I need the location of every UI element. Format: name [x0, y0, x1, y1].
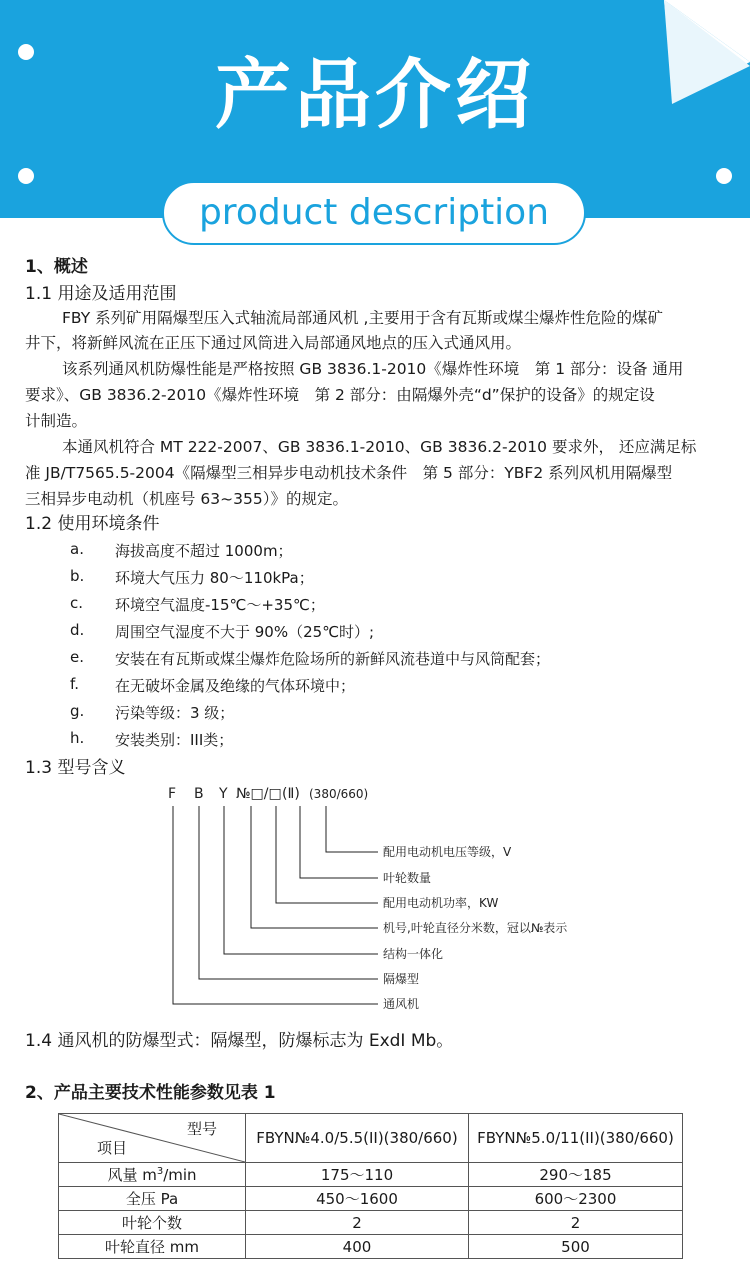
list-item: 海拔高度不超过 1000m； [115, 542, 293, 560]
section-heading: 2、产品主要技术性能参数见表 1 [25, 1083, 276, 1103]
table-cell: 600～2300 [469, 1187, 683, 1211]
decorative-dot [18, 168, 34, 184]
code-machine-number: №□/□ [236, 786, 282, 802]
subsection-heading: 1.2 使用环境条件 [25, 514, 160, 534]
code-label: 配用电动机功率，KW [383, 896, 499, 910]
table-row-label: 风量 $m^3/\min$ [59, 1163, 246, 1187]
table-column-header: FBYN№5.0/11(II)(380/660) [469, 1114, 683, 1163]
list-item-marker: d. [70, 621, 85, 639]
code-label: 配用电动机电压等级，V [383, 845, 512, 859]
list-item-marker: c. [70, 594, 84, 612]
paragraph-line: 本通风机符合 MT 222-2007、GB 3836.1-2010、GB 3836.2-2010 要求外， 还应满足标 [62, 438, 697, 456]
section-heading: 1、概述 [25, 257, 88, 277]
list-item-marker: f. [70, 675, 79, 693]
code-letter-y: Y [219, 786, 228, 802]
table-row [59, 1163, 683, 1187]
decorative-dot [716, 168, 732, 184]
code-label: 叶轮数量 [383, 871, 432, 885]
list-item-marker: g. [70, 702, 85, 720]
model-code-diagram [0, 780, 750, 1015]
diagonal-divider [59, 1114, 245, 1162]
subsection-heading: 1.1 用途及适用范围 [25, 284, 177, 304]
table-row-label: 叶轮个数 [59, 1211, 246, 1235]
paragraph-line: 井下，将新鲜风流在正压下通过风筒进入局部通风地点的压入式通风用。 [25, 334, 522, 352]
code-letter-b: B [194, 786, 204, 802]
table-row-label: 全压 Pa [59, 1187, 246, 1211]
list-item: 环境大气压力 80～110kPa； [115, 569, 314, 587]
paragraph-line: 该系列通风机防爆性能是严格按照 GB 3836.1-2010《爆炸性环境 第 1 部分：设备 通用 [62, 360, 684, 378]
paragraph-line: FBY 系列矿用隔爆型压入式轴流局部通风机 ,主要用于含有瓦斯或煤尘爆炸性危险的煤矿 [62, 309, 663, 327]
page-title: 产品介绍 [215, 50, 535, 139]
list-item: 环境空气温度-15℃～+35℃； [115, 596, 325, 614]
table-corner-cell [59, 1114, 246, 1163]
paragraph-line: 准 JB/T7565.5-2004《隔爆型三相异步电动机技术条件 第 5 部分：YBF2 系列风机用隔爆型 [25, 464, 673, 482]
list-item-marker: b. [70, 567, 85, 585]
table-cell: 290～185 [469, 1163, 683, 1187]
code-label: 结构一体化 [383, 947, 444, 961]
table-cell: 175～110 [246, 1163, 469, 1187]
table-row [59, 1187, 683, 1211]
list-item: 在无破坏金属及绝缘的气体环境中； [115, 677, 356, 695]
table-cell: 500 [469, 1235, 683, 1259]
subsection-heading: 1.3 型号含义 [25, 758, 126, 778]
table-header-row [59, 1114, 683, 1163]
list-item: 周围空气湿度不大于 90%（25℃时）; [115, 623, 375, 641]
code-impeller-count: (Ⅱ) [282, 786, 300, 802]
code-voltage: (380/660) [309, 787, 369, 801]
table-row [59, 1235, 683, 1259]
paragraph-line: 三相异步电动机（机座号 63~355）》的规定。 [25, 490, 348, 508]
code-label: 通风机 [383, 997, 420, 1011]
page-subtitle: product description [162, 181, 586, 245]
table-cell: 2 [469, 1211, 683, 1235]
list-item-marker: a. [70, 540, 84, 558]
code-label: 隔爆型 [383, 972, 420, 986]
code-label: 机号,叶轮直径分米数，冠以№表示 [383, 921, 568, 935]
table-row-label: 叶轮直径 mm [59, 1235, 246, 1259]
code-letter-f: F [168, 786, 177, 802]
list-item: 污染等级：3 级； [115, 704, 235, 722]
corner-label-model: 型号 [186, 1120, 217, 1138]
table-column-header: FBYN№4.0/5.5(II)(380/660) [246, 1114, 469, 1163]
paragraph-line: 要求》、GB 3836.2-2010《爆炸性环境 第 2 部分：由隔爆外壳“d”保护的设备》的规定设 [25, 386, 655, 404]
subsection-heading: 1.4 通风机的防爆型式：隔爆型，防爆标志为 ExdI Mb。 [25, 1031, 454, 1051]
table-cell: 2 [246, 1211, 469, 1235]
spec-table [58, 1113, 683, 1259]
list-item-marker: h. [70, 729, 85, 747]
list-item: 安装在有瓦斯或煤尘爆炸危险场所的新鲜风流巷道中与风筒配套； [115, 650, 551, 668]
list-item: 安装类别：III类； [115, 731, 234, 749]
table-cell: 450～1600 [246, 1187, 469, 1211]
paragraph-line: 计制造。 [25, 412, 88, 430]
table-cell: 400 [246, 1235, 469, 1259]
list-item-marker: e. [70, 648, 84, 666]
corner-label-item: 项目 [97, 1139, 128, 1157]
table-row [59, 1211, 683, 1235]
